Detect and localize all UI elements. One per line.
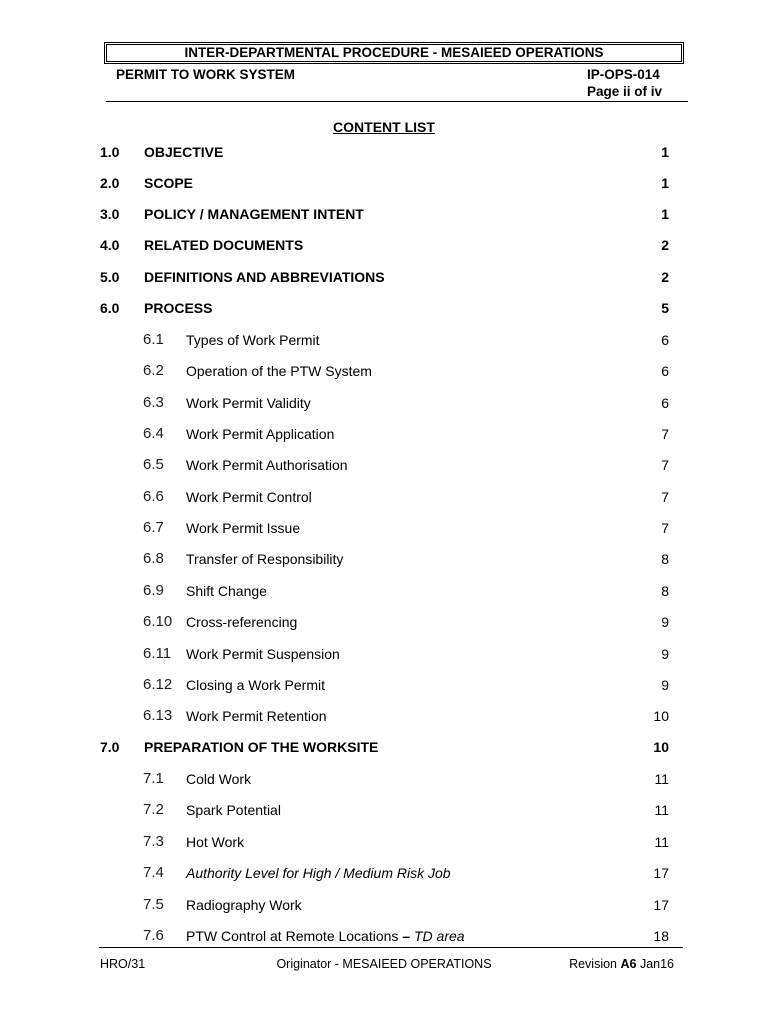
toc-entry-number: 7.0: [100, 739, 120, 755]
toc-entry-number: 7.3: [143, 833, 164, 850]
toc-entry[interactable]: [0, 738, 768, 756]
toc-entry-label: Operation of the PTW System: [186, 363, 372, 379]
toc-entry-label: SCOPE: [144, 175, 194, 191]
toc-entry-number: 5.0: [100, 269, 120, 285]
toc-entry-number: 7.5: [143, 896, 164, 913]
toc-entry-page: 8: [661, 583, 669, 599]
toc-entry-page: 11: [654, 771, 669, 787]
toc-title: CONTENT LIST: [333, 119, 435, 135]
toc-entry-label: Work Permit Application: [186, 426, 335, 442]
toc-entry-page: 2: [661, 269, 669, 285]
toc-entry-label: Transfer of Responsibility: [186, 551, 344, 567]
toc-entry-page: 7: [661, 426, 669, 442]
footer-document-ref: HRO/31: [100, 957, 146, 971]
toc-subentry[interactable]: [0, 833, 768, 851]
toc-entry-number: 6.13: [143, 707, 173, 724]
toc-entry-page: 9: [661, 677, 669, 693]
header-title: INTER-DEPARTMENTAL PROCEDURE - MESAIEED OPERATIONS: [184, 45, 604, 60]
toc-entry-page: 11: [654, 802, 669, 818]
footer-revision-prefix: Revision: [569, 957, 621, 971]
toc-entry[interactable]: [0, 143, 768, 161]
toc-entry-label-main: PTW Control at Remote Locations: [186, 928, 403, 944]
toc-entry-page: 6: [661, 395, 669, 411]
toc-entry[interactable]: [0, 236, 768, 254]
header-divider: [106, 101, 688, 102]
toc-entry-label: Spark Potential: [186, 802, 281, 818]
footer-revision-code: A6: [620, 957, 637, 971]
toc-entry-label: Work Permit Issue: [186, 520, 301, 536]
header-page-label: Page ii of iv: [587, 84, 663, 99]
toc-entry-page: 10: [653, 708, 669, 724]
footer-divider: [99, 947, 683, 948]
toc-subentry[interactable]: [0, 456, 768, 474]
toc-entry-label-dash: –: [402, 928, 411, 944]
toc-entry[interactable]: [0, 299, 768, 317]
toc-entry-label: RELATED DOCUMENTS: [144, 237, 304, 253]
toc-entry-number: 6.4: [143, 425, 164, 442]
toc-entry-label: Radiography Work: [186, 897, 302, 913]
toc-subentry[interactable]: [0, 488, 768, 506]
toc-entry-page: 10: [653, 739, 669, 755]
toc-entry-number: 6.5: [143, 456, 164, 473]
toc-entry-number: 6.9: [143, 582, 164, 599]
toc-entry-number: 2.0: [100, 175, 120, 191]
toc-entry-number: 7.6: [143, 927, 164, 944]
toc-entry[interactable]: [0, 174, 768, 192]
toc-entry-number: 7.2: [143, 801, 164, 818]
toc-entry-label: Work Permit Retention: [186, 708, 327, 724]
toc-entry-number: 6.10: [143, 613, 173, 630]
toc-entry-number: 3.0: [100, 206, 120, 222]
toc-entry-label: Shift Change: [186, 583, 267, 599]
toc-entry-label: DEFINITIONS AND ABBREVIATIONS: [144, 269, 385, 285]
toc-entry-label: OBJECTIVE: [144, 144, 224, 160]
toc-entry-number: 7.4: [143, 864, 164, 881]
toc-entry-page: 1: [661, 206, 669, 222]
toc-entry-label: Work Permit Suspension: [186, 646, 340, 662]
toc-entry-label: PROCESS: [144, 300, 213, 316]
toc-entry-number: 6.2: [143, 362, 164, 379]
toc-entry-page: 6: [661, 332, 669, 348]
toc-subentry[interactable]: [0, 645, 768, 663]
toc-subentry[interactable]: [0, 550, 768, 568]
toc-entry-page: 1: [661, 144, 669, 160]
toc-subentry[interactable]: [0, 362, 768, 380]
toc-entry-number: 6.6: [143, 488, 164, 505]
toc-entry-page: 17: [653, 865, 669, 881]
toc-subentry[interactable]: [0, 770, 768, 788]
toc-entry-number: 4.0: [100, 237, 120, 253]
toc-entry-page: 9: [661, 646, 669, 662]
toc-entry-page: 7: [661, 489, 669, 505]
toc-subentry[interactable]: [0, 425, 768, 443]
toc-entry-label: Hot Work: [186, 834, 245, 850]
toc-entry-label: [186, 927, 465, 945]
toc-entry-page: 11: [654, 834, 669, 850]
toc-entry[interactable]: [0, 268, 768, 286]
toc-entry-number: 6.8: [143, 550, 164, 567]
toc-subentry[interactable]: [0, 394, 768, 412]
toc-subentry[interactable]: [0, 896, 768, 914]
toc-entry-number: 6.1: [143, 331, 164, 348]
toc-entry-label: Cross-referencing: [186, 614, 298, 630]
toc-entry-page: 1: [661, 175, 669, 191]
toc-entry-label: Work Permit Control: [186, 489, 312, 505]
toc-entry-number: 1.0: [100, 144, 120, 160]
toc-entry-number: 6.3: [143, 394, 164, 411]
toc-entry-page: 7: [661, 520, 669, 536]
toc-entry-number: 6.12: [143, 676, 173, 693]
toc-entry-label: PREPARATION OF THE WORKSITE: [144, 739, 379, 755]
toc-subentry[interactable]: [0, 331, 768, 349]
toc-entry-label: Work Permit Validity: [186, 395, 311, 411]
footer-originator: Originator - MESAIEED OPERATIONS: [276, 957, 492, 971]
toc-entry-page: 9: [661, 614, 669, 630]
toc-entry-page: 18: [653, 928, 669, 944]
toc-entry-label: Authority Level for High / Medium Risk Job: [186, 865, 451, 881]
footer-revision-date: Jan16: [636, 957, 674, 971]
toc-entry-label: Closing a Work Permit: [186, 677, 326, 693]
toc-entry-number: 6.0: [100, 300, 120, 316]
toc-entry-number: 6.7: [143, 519, 164, 536]
toc-entry-page: 5: [661, 300, 669, 316]
toc-subentry[interactable]: [0, 613, 768, 631]
toc-entry-page: 8: [661, 551, 669, 567]
toc-entry-number: 6.11: [143, 645, 172, 662]
toc-entry-page: 2: [661, 237, 669, 253]
toc-subentry[interactable]: [0, 801, 768, 819]
toc-entry-label: Types of Work Permit: [186, 332, 320, 348]
header-doc-code: IP-OPS-014: [587, 67, 660, 82]
toc-entry-label: POLICY / MANAGEMENT INTENT: [144, 206, 364, 222]
toc-entry-label-area: TD area: [410, 928, 465, 944]
toc-entry-label: Work Permit Authorisation: [186, 457, 348, 473]
toc-entry-page: 6: [661, 363, 669, 379]
toc-entry-number: 7.1: [143, 770, 164, 787]
header-subtitle: PERMIT TO WORK SYSTEM: [116, 67, 296, 82]
toc-entry-label: Cold Work: [186, 771, 252, 787]
footer-revision: [569, 957, 674, 971]
toc-entry-page: 17: [653, 897, 669, 913]
header-box: [106, 44, 682, 62]
toc-subentry[interactable]: [0, 927, 768, 945]
toc-entry[interactable]: [0, 205, 768, 223]
toc-subentry[interactable]: [0, 864, 768, 882]
toc-subentry[interactable]: [0, 707, 768, 725]
toc-subentry[interactable]: [0, 519, 768, 537]
toc-entry-page: 7: [661, 457, 669, 473]
toc-subentry[interactable]: [0, 582, 768, 600]
toc-subentry[interactable]: [0, 676, 768, 694]
